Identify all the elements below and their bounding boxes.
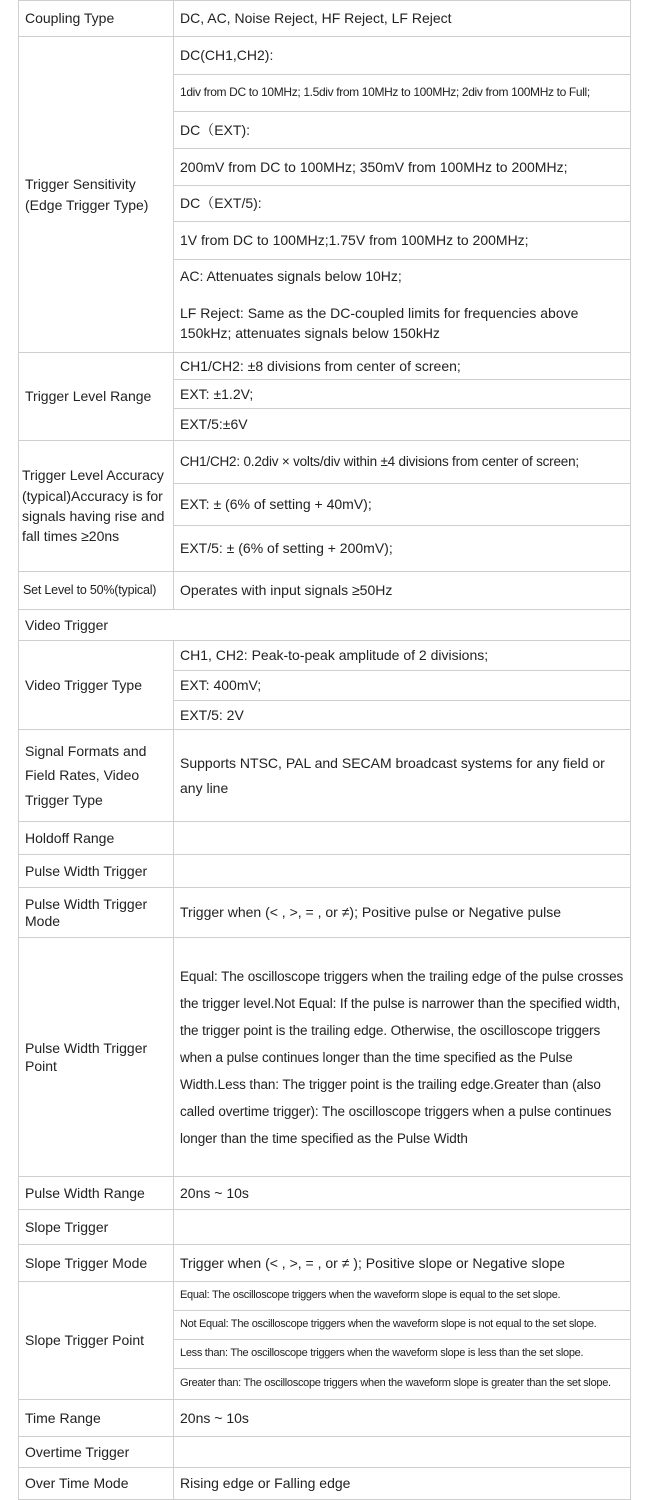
level-range-line: EXT: ±1.2V; — [180, 385, 254, 402]
row-label-trigger-sensitivity: Trigger Sensitivity (Edge Trigger Type) — [25, 176, 149, 213]
row-label-holdoff-range: Holdoff Range — [25, 829, 115, 846]
video-type-line: CH1, CH2: Peak-to-peak amplitude of 2 divisions; — [180, 647, 489, 664]
row-label-pulse-width-mode: Pulse Width Trigger Mode — [25, 896, 148, 929]
row-label-time-range: Time Range — [25, 1409, 101, 1426]
sensitivity-line: 1div from DC to 10MHz; 1.5div from 10MHz to 100MHz; 2div from 100MHz to Full; — [180, 85, 590, 100]
row-label-video-trigger-type: Video Trigger Type — [25, 676, 143, 693]
sensitivity-line: AC: Attenuates signals below 10Hz; — [180, 268, 402, 285]
level-range-line: CH1/CH2: ±8 divisions from center of screen; — [180, 357, 461, 374]
row-value-pulse-width-range: 20ns ~ 10s — [180, 1184, 249, 1201]
section-video-trigger: Video Trigger — [25, 616, 109, 633]
spec-table — [18, 0, 631, 1500]
row-label-signal-formats: Signal Formats and Field Rates, Video Trigger Type — [25, 742, 147, 808]
sensitivity-line: DC（EXT/5): — [180, 195, 262, 212]
row-value-set-level: Operates with input signals ≥50Hz — [180, 582, 393, 599]
row-label-coupling-type: Coupling Type — [25, 10, 115, 27]
slope-point-line: Less than: The oscilloscope triggers when the waveform slope is less than the set slope. — [180, 1347, 584, 1360]
row-value-holdoff-range — [174, 822, 630, 854]
sensitivity-line: LF Reject: Same as the DC-coupled limits for frequencies above 150kHz; attenuates signals below 150kHz — [180, 304, 579, 341]
slope-point-line: Greater than: The oscilloscope triggers when the waveform slope is greater than the set slope. — [180, 1377, 611, 1390]
section-slope-trigger: Slope Trigger — [25, 1218, 109, 1235]
slope-point-line: Not Equal: The oscilloscope triggers when the waveform slope is not equal to the set slope. — [180, 1318, 597, 1331]
table-border-right — [630, 0, 631, 1500]
row-label-trigger-level-range: Trigger Level Range — [25, 388, 152, 405]
video-type-line: EXT: 400mV; — [180, 677, 262, 694]
level-accuracy-line: CH1/CH2: 0.2div × volts/div within ±4 divisions from center of screen; — [180, 454, 579, 470]
row-value-slope-mode: Trigger when (< , >, = , or ≠ ); Positive slope or Negative slope — [180, 1254, 565, 1271]
row-label-pulse-width-range: Pulse Width Range — [25, 1184, 145, 1201]
level-accuracy-line: EXT: ± (6% of setting + 40mV); — [180, 496, 372, 513]
slope-point-line: Equal: The oscilloscope triggers when the waveform slope is equal to the set slope. — [180, 1289, 561, 1302]
row-value-pulse-width-mode: Trigger when (< , >, = , or ≠); Positive pulse or Negative pulse — [180, 904, 562, 921]
row-label-set-level: Set Level to 50%(typical) — [23, 583, 157, 598]
row-value-time-range: 20ns ~ 10s — [180, 1409, 249, 1426]
row-label-slope-point: Slope Trigger Point — [25, 1332, 145, 1349]
level-range-line: EXT/5:±6V — [180, 416, 248, 433]
row-label-slope-mode: Slope Trigger Mode — [25, 1254, 148, 1271]
sensitivity-line: DC（EXT): — [180, 121, 250, 138]
row-value-pulse-width-point: Equal: The oscilloscope triggers when the trailing edge of the pulse crosses the trigger level.Not Equal: If the pulse is narrower than the specified width, the trigger point is the trailing edge. Otherwise, the oscilloscope triggers when a pulse continues longer than the time specified as the Pulse Width.Less than: The trigger point is the trailing edge.Greater than (also called overtime trigger): The oscilloscope triggers when a pulse continues longer than the time specified as the Pulse Width — [180, 968, 624, 1146]
sensitivity-line: DC(CH1,CH2): — [180, 47, 274, 64]
row-value-signal-formats: Supports NTSC, PAL and SECAM broadcast systems for any field or any line — [180, 755, 605, 796]
video-type-line: EXT/5: 2V — [180, 706, 244, 723]
row-label-pulse-width-point: Pulse Width Trigger Point — [25, 1039, 148, 1074]
row-value-over-time-mode: Rising edge or Falling edge — [180, 1475, 351, 1492]
level-accuracy-line: EXT/5: ± (6% of setting + 200mV); — [180, 540, 393, 557]
section-overtime-trigger: Overtime Trigger — [25, 1443, 130, 1460]
sensitivity-line: 1V from DC to 100MHz;1.75V from 100MHz to 200MHz; — [180, 232, 529, 249]
section-pulse-width-trigger: Pulse Width Trigger — [25, 862, 148, 879]
sensitivity-line: 200mV from DC to 100MHz; 350mV from 100MHz to 200MHz; — [180, 158, 568, 175]
row-label-trigger-level-accuracy: Trigger Level Accuracy (typical)Accuracy is for signals having rise and fall times ≥20ns — [22, 467, 165, 545]
row-value-coupling-type: DC, AC, Noise Reject, HF Reject, LF Reject — [180, 10, 452, 27]
row-label-over-time-mode: Over Time Mode — [25, 1475, 129, 1492]
